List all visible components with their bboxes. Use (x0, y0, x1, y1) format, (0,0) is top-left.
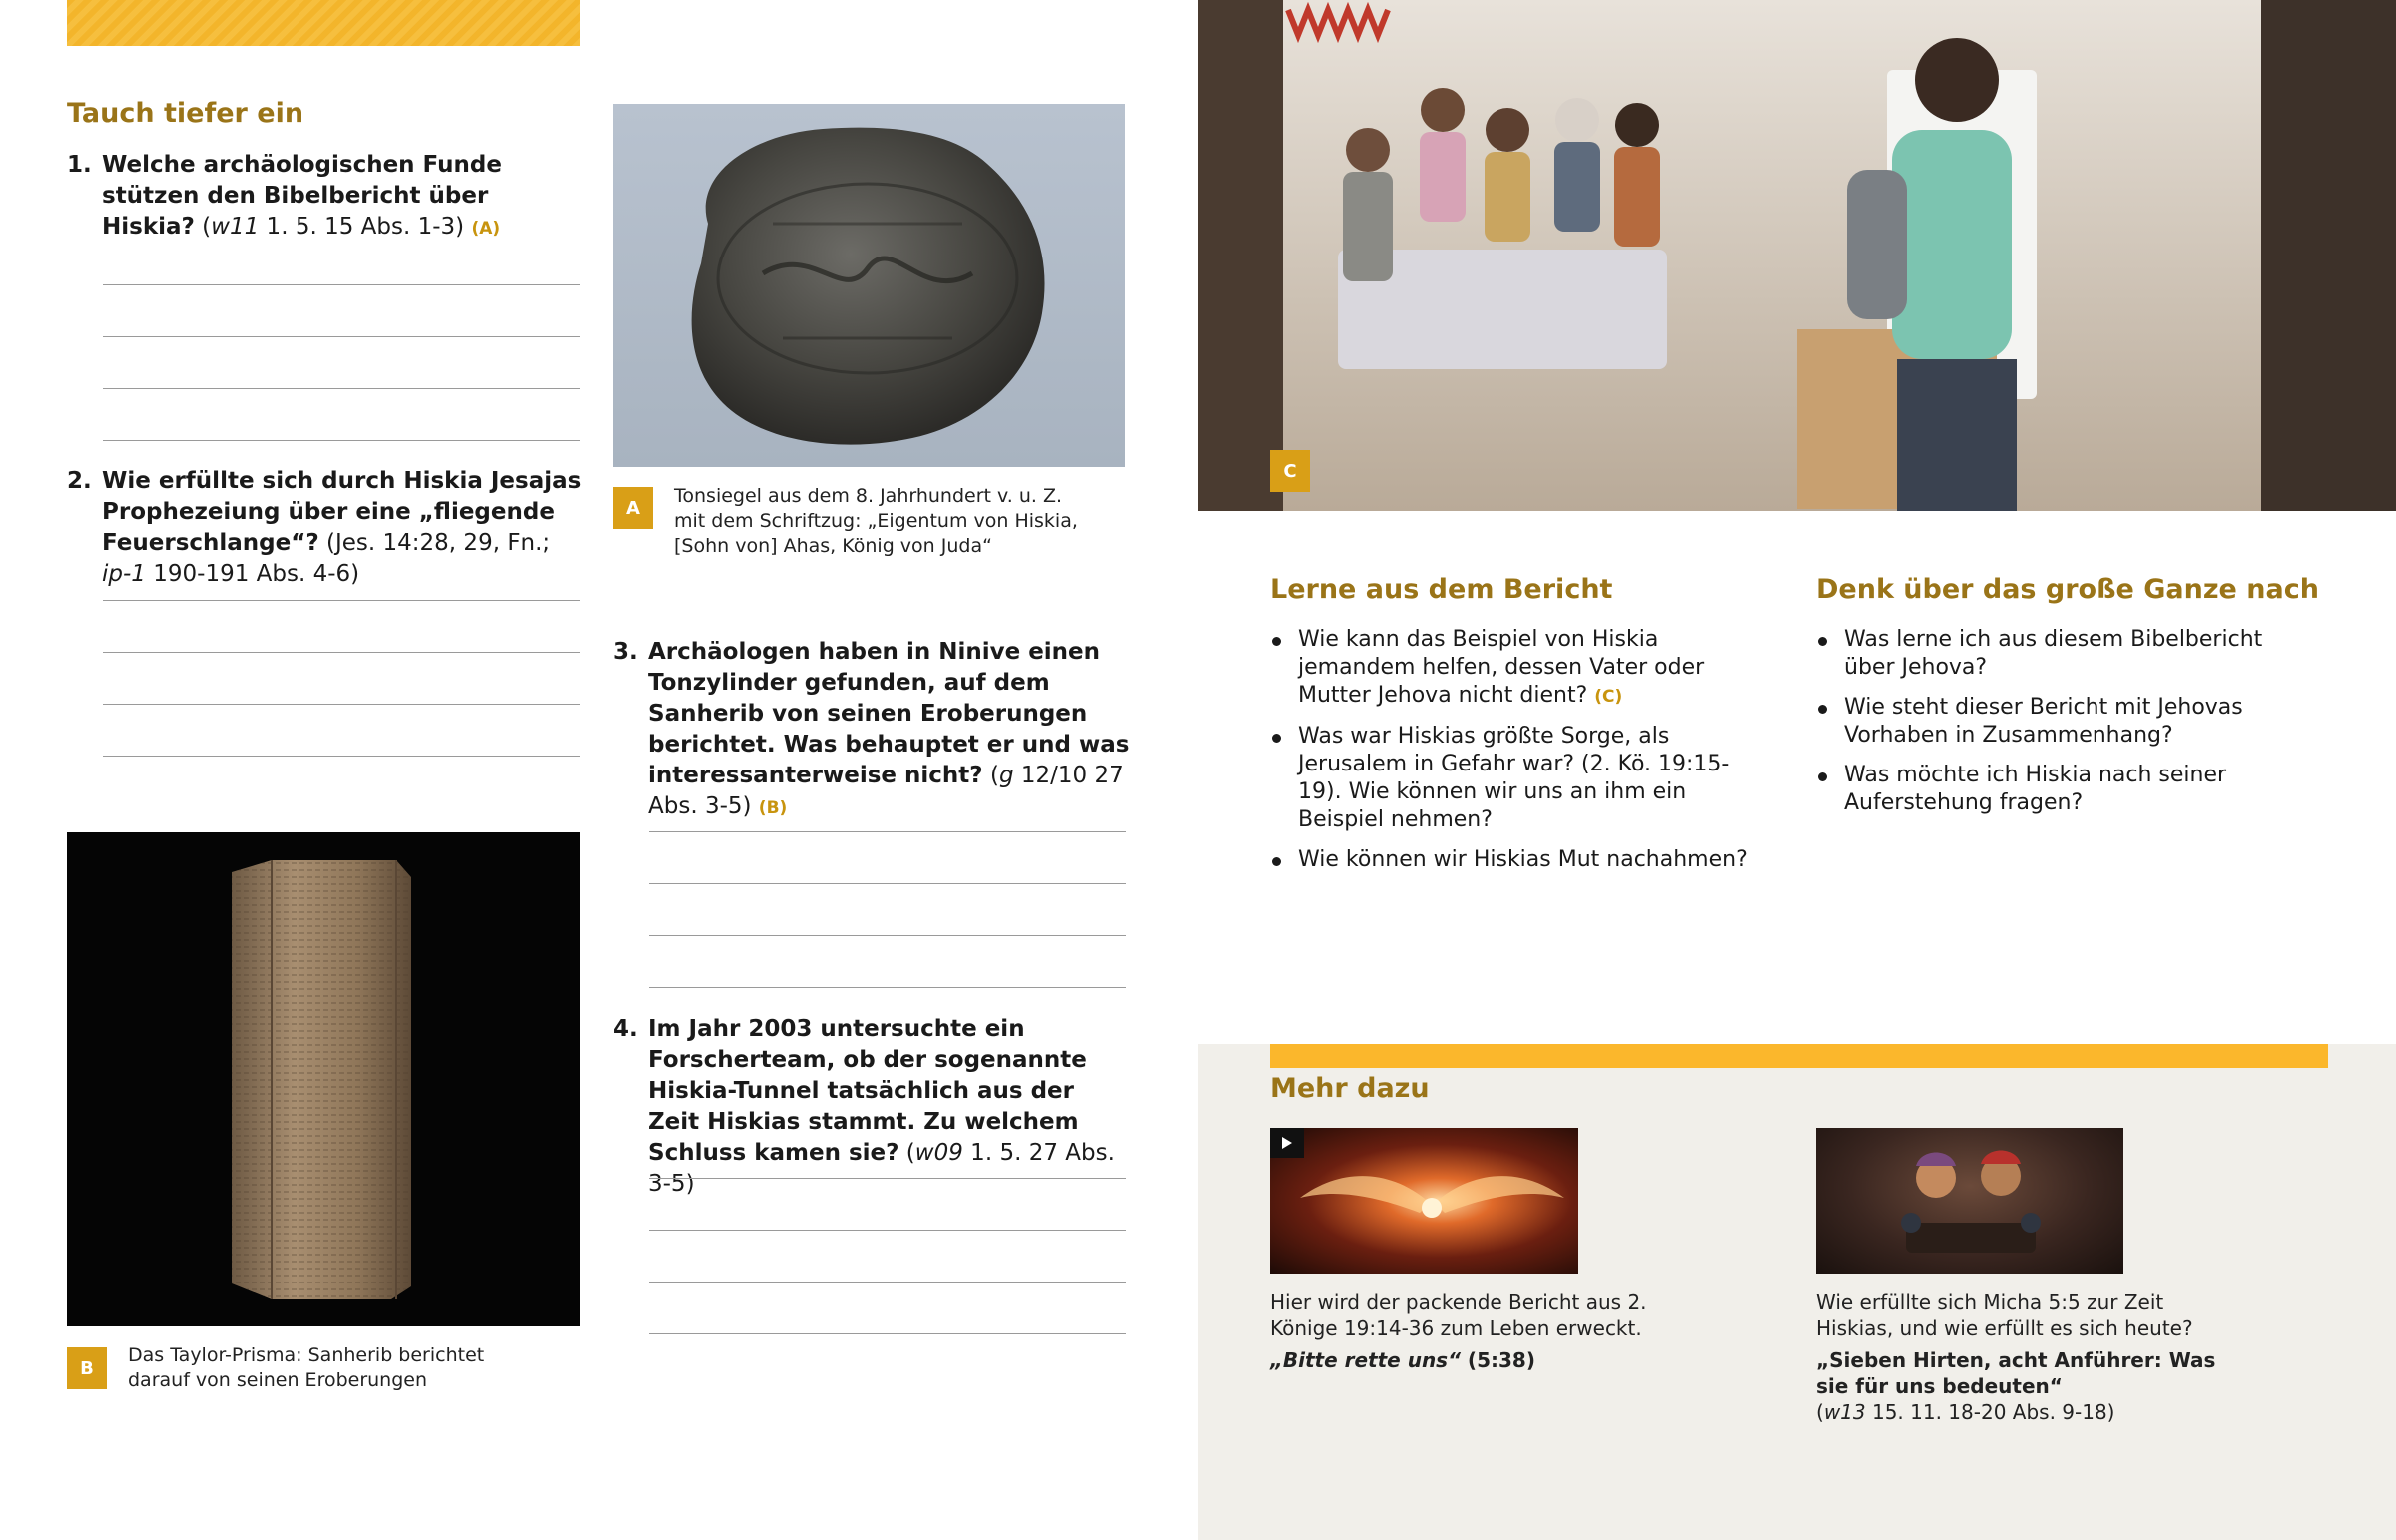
list-item: Wie kann das Beispiel von Hiskia jemandem helfen, dessen Vater oder Mutter Jehova nicht dient? (C) (1270, 626, 1769, 711)
answer-line[interactable] (103, 704, 580, 705)
mehr-dazu-title: Mehr dazu (1270, 1073, 1430, 1104)
question-number: 4. (613, 1016, 638, 1042)
image-reference-tag: (B) (758, 798, 788, 818)
video-title-link[interactable]: „Bitte rette uns“ (5:38) (1270, 1348, 1535, 1372)
clay-seal-photo (613, 104, 1125, 467)
image-b-caption: Das Taylor-Prisma: Sanherib berichtet darauf von seinen Eroberungen (128, 1344, 485, 1391)
answer-line[interactable] (649, 883, 1126, 884)
answer-line[interactable] (649, 935, 1126, 936)
answer-line[interactable] (103, 652, 580, 653)
question-1: 1. Welche archäologischen Funde stützen den Bibelbericht über Hiskia? (w11 1. 5. 15 Abs. 1-3) (A) (67, 152, 502, 240)
question-number: 2. (67, 468, 92, 494)
list-item: Was lerne ich aus diesem Bibelbericht über Jehova? (1816, 626, 2265, 682)
question-2: 2. Wie erfüllte sich durch Hiskia Jesajas Prophezeiung über eine „fliegende Feuerschlange“? (Jes. 14:28, 29, Fn.; ip-1 190-191 Abs. 4-6) (67, 468, 582, 587)
family-scene-image (1198, 0, 2396, 511)
list-item: Wie steht dieser Bericht mit Jehovas Vorhaben in Zusammenhang? (1816, 694, 2265, 750)
answer-line[interactable] (103, 284, 580, 285)
answer-line[interactable] (649, 1178, 1126, 1179)
question-4: 4. Im Jahr 2003 untersuchte ein Forscherteam, ob der sogenannte Hiskia-Tunnel tatsächlich aus der Zeit Hiskias stammt. Zu welchem Schluss kamen sie? (w09 1. 5. 27 Abs. 3-5) (613, 1016, 1115, 1197)
question-text: Wie erfüllte sich durch Hiskia Jesajas Prophezeiung über eine „fliegende Feuerschlange“? (102, 468, 582, 556)
question-text: Archäologen haben in Ninive einen Tonzylinder gefunden, auf dem Sanherib von seinen Eroberungen berichtet. Was behauptet er und was interessanterweise nicht? (648, 639, 1130, 788)
question-3: 3. Archäologen haben in Ninive einen Tonzylinder gefunden, auf dem Sanherib von seinen Eroberungen berichtet. Was behauptet er und was interessanterweise nicht? (g 12/10 27 Abs. 3-5) (B) (613, 639, 1130, 819)
article-description: Wie erfüllte sich Micha 5:5 zur Zeit Hiskias, und wie erfüllt es sich heute? „Sieben Hirten, acht Anführer: Was sie für uns bedeuten“ (w13 15. 11. 18-20 Abs. 9-18) (1816, 1289, 2235, 1425)
taylor-prism-image (67, 832, 580, 1326)
header-yellow-band (67, 0, 580, 46)
question-text: Im Jahr 2003 untersuchte ein Forscherteam, ob der sogenannte Hiskia-Tunnel tatsächlich aus der Zeit Hiskias stammt. Zu welchem Schluss kamen sie? (648, 1016, 1087, 1166)
answer-line[interactable] (103, 600, 580, 601)
seven-shepherds-image (1816, 1128, 2123, 1274)
video-description: Hier wird der packende Bericht aus 2. Könige 19:14-36 zum Leben erweckt. „Bitte rette uns“ (5:38) (1270, 1289, 1649, 1373)
list-item: Was war Hiskias größte Sorge, als Jerusalem in Gefahr war? (2. Kö. 19:15-19). Wie können wir uns an ihm ein Beispiel nehmen? (1270, 723, 1769, 834)
image-badge-c: C (1270, 450, 1310, 492)
taylor-prism-photo (67, 832, 580, 1326)
fiery-serpent-image (1270, 1128, 1578, 1274)
lerne-title: Lerne aus dem Bericht (1270, 574, 1613, 605)
image-reference-tag: (C) (1594, 687, 1623, 707)
image-badge-b: B (67, 1347, 107, 1389)
answer-line[interactable] (649, 831, 1126, 832)
question-text: Welche archäologischen Funde stützen den Bibelbericht über Hiskia? (102, 152, 502, 240)
question-number: 3. (613, 639, 638, 665)
answer-line[interactable] (103, 388, 580, 389)
article-thumbnail[interactable] (1816, 1128, 2123, 1274)
play-icon[interactable] (1270, 1128, 1304, 1158)
answer-line[interactable] (103, 756, 580, 757)
list-item: Was möchte ich Hiskia nach seiner Auferstehung fragen? (1816, 762, 2265, 817)
image-a-caption: Tonsiegel aus dem 8. Jahrhundert v. u. Z. mit dem Schriftzug: „Eigentum von Hiskia, [Sohn von] Ahas, König von Juda“ (674, 485, 1078, 557)
denk-title: Denk über das große Ganze nach (1816, 574, 2319, 605)
answer-line[interactable] (649, 1230, 1126, 1231)
image-reference-tag: (A) (471, 219, 501, 239)
mehr-dazu-bar (1270, 1044, 2328, 1068)
family-scene-photo (1198, 0, 2396, 511)
video-thumbnail[interactable] (1270, 1128, 1578, 1274)
answer-line[interactable] (103, 440, 580, 441)
answer-line[interactable] (649, 1333, 1126, 1334)
article-title-link[interactable]: „Sieben Hirten, acht Anführer: Was sie für uns bedeuten“ (1816, 1348, 2216, 1398)
article-reference: (w13 15. 11. 18-20 Abs. 9-18) (1816, 1400, 2115, 1424)
question-number: 1. (67, 152, 92, 178)
answer-line[interactable] (103, 336, 580, 337)
clay-seal-image (613, 104, 1125, 467)
image-badge-a: A (613, 487, 653, 529)
denk-list (1816, 626, 2265, 829)
section-title: Tauch tiefer ein (67, 98, 304, 129)
list-item: Wie können wir Hiskias Mut nachahmen? (1270, 846, 1769, 874)
lerne-list (1270, 626, 1769, 886)
answer-line[interactable] (649, 1282, 1126, 1283)
answer-line[interactable] (649, 987, 1126, 988)
